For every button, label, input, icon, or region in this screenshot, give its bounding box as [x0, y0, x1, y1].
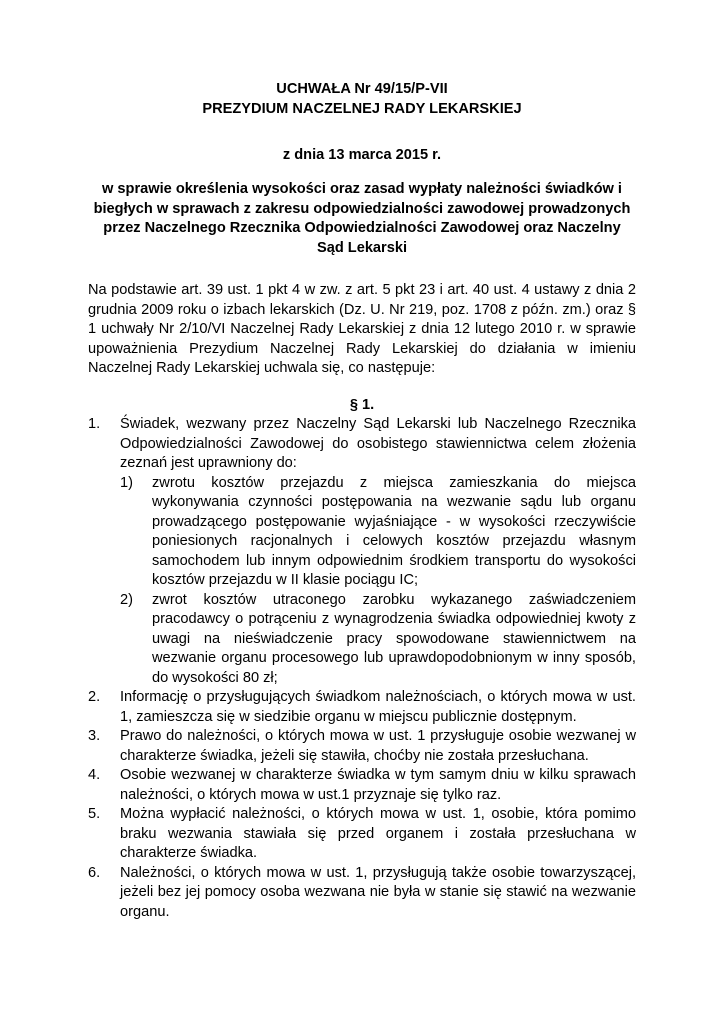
title-line-number: UCHWAŁA Nr 49/15/P-VII	[276, 81, 448, 97]
list-item-text: Osobie wezwanej w charakterze świadka w tym samym dniu w kilku sprawach należności, o których mowa w ust.1 przyznaje się tylko raz.	[120, 767, 636, 803]
list-item	[88, 805, 636, 864]
section-heading: § 1.	[349, 397, 375, 413]
resolution-subject: w sprawie określenia wysokości oraz zasad wypłaty należności świadków i biegłych w sprawach z zakresu odpowiedzialności zawodowej prowadzonych przez Naczelnego Rzecznika Odpowiedzialności Zawodowej oraz Naczelny Sąd Lekarski	[93, 181, 631, 256]
list-item-text: Można wypłacić należności, o których mowa w ust. 1, osobie, która pomimo braku wezwania stawiała się przed organem i została przesłuchana w charakterze świadka.	[120, 806, 636, 861]
title-line-body: PREZYDIUM NACZELNEJ RADY LEKARSKIEJ	[202, 100, 522, 117]
sub-list-item-text: zwrot kosztów utraconego zarobku wykazanego zaświadczeniem pracodawcy o potrąceniu z wynagrodzenia świadka odpowiedniej kwoty z uwagi na nieświadczenie pracy spowodowane stawiennictwem na wezwanie organu procesowego lub uprawdopodobnionym w inny sposób, do wysokości 80 zł;	[152, 591, 636, 686]
list-item-number: 3.	[88, 728, 101, 744]
resolution-date: z dnia 13 marca 2015 r.	[282, 147, 442, 163]
list-item-text: Prawo do należności, o których mowa w ust. 1 przysługuje osobie wezwanej w charakterze świadka, jeżeli się stawiła, choćby nie została przesłuchana.	[120, 728, 636, 764]
sub-list-item	[120, 474, 636, 591]
list-item-text: Informację o przysługujących świadkom należnościach, o których mowa w ust. 1, zamieszcza się w siedzibie organu w miejscu publicznie dostępnym.	[120, 689, 636, 725]
list-item-text: Należności, o których mowa w ust. 1, przysługują także osobie towarzyszącej, jeżeli bez jej pomocy osoba wezwana nie była w stanie się stawić na wezwanie organu.	[120, 864, 636, 920]
list-item-number: 1.	[88, 416, 101, 432]
resolution-title	[88, 80, 636, 119]
paragraph-list	[88, 415, 636, 922]
list-item-number: 6.	[88, 864, 101, 881]
sub-list	[120, 474, 636, 689]
list-item	[88, 727, 636, 766]
list-item-number: 2.	[88, 689, 101, 705]
list-item	[88, 688, 636, 727]
list-item	[88, 415, 636, 688]
list-item-text: Świadek, wezwany przez Naczelny Sąd Lekarski lub Naczelnego Rzecznika Odpowiedzialności Zawodowej do osobistego stawiennictwa celem złożenia zeznań jest uprawniony do:	[120, 416, 636, 471]
sub-list-item	[120, 591, 636, 689]
sub-list-item-text: zwrotu kosztów przejazdu z miejsca zamieszkania do miejsca wykonywania czynności postępowania na wezwanie sądu lub organu prowadzącego postępowanie wyjaśniające - w wysokości rzeczywiście poniesionych racjonalnych i celowych kosztów przejazdu własnym samochodem lub innym odpowiednim środkiem transportu do wysokości kosztów przejazdu w II klasie pociągu IC;	[152, 474, 636, 588]
list-item-number: 5.	[88, 806, 101, 822]
sub-list-item-number: 1)	[120, 474, 133, 491]
list-item	[88, 766, 636, 805]
list-item-number: 4.	[88, 767, 101, 783]
list-item	[88, 864, 636, 923]
sub-list-item-number: 2)	[120, 591, 133, 608]
preamble-paragraph: Na podstawie art. 39 ust. 1 pkt 4 w zw. z art. 5 pkt 23 i art. 40 ust. 4 ustawy z dnia 2 grudnia 2009 roku o izbach lekarskich (Dz. U. Nr 219, poz. 1708 z późn. zm.) oraz § 1 uchwały Nr 2/10/VI Naczelnej Rady Lekarskiej z dnia 12 lutego 2010 r. w sprawie upoważnienia Prezydium Naczelnej Rady Lekarskiej do działania w imieniu Naczelnej Rady Lekarskiej uchwala się, co następuje:	[88, 282, 636, 376]
